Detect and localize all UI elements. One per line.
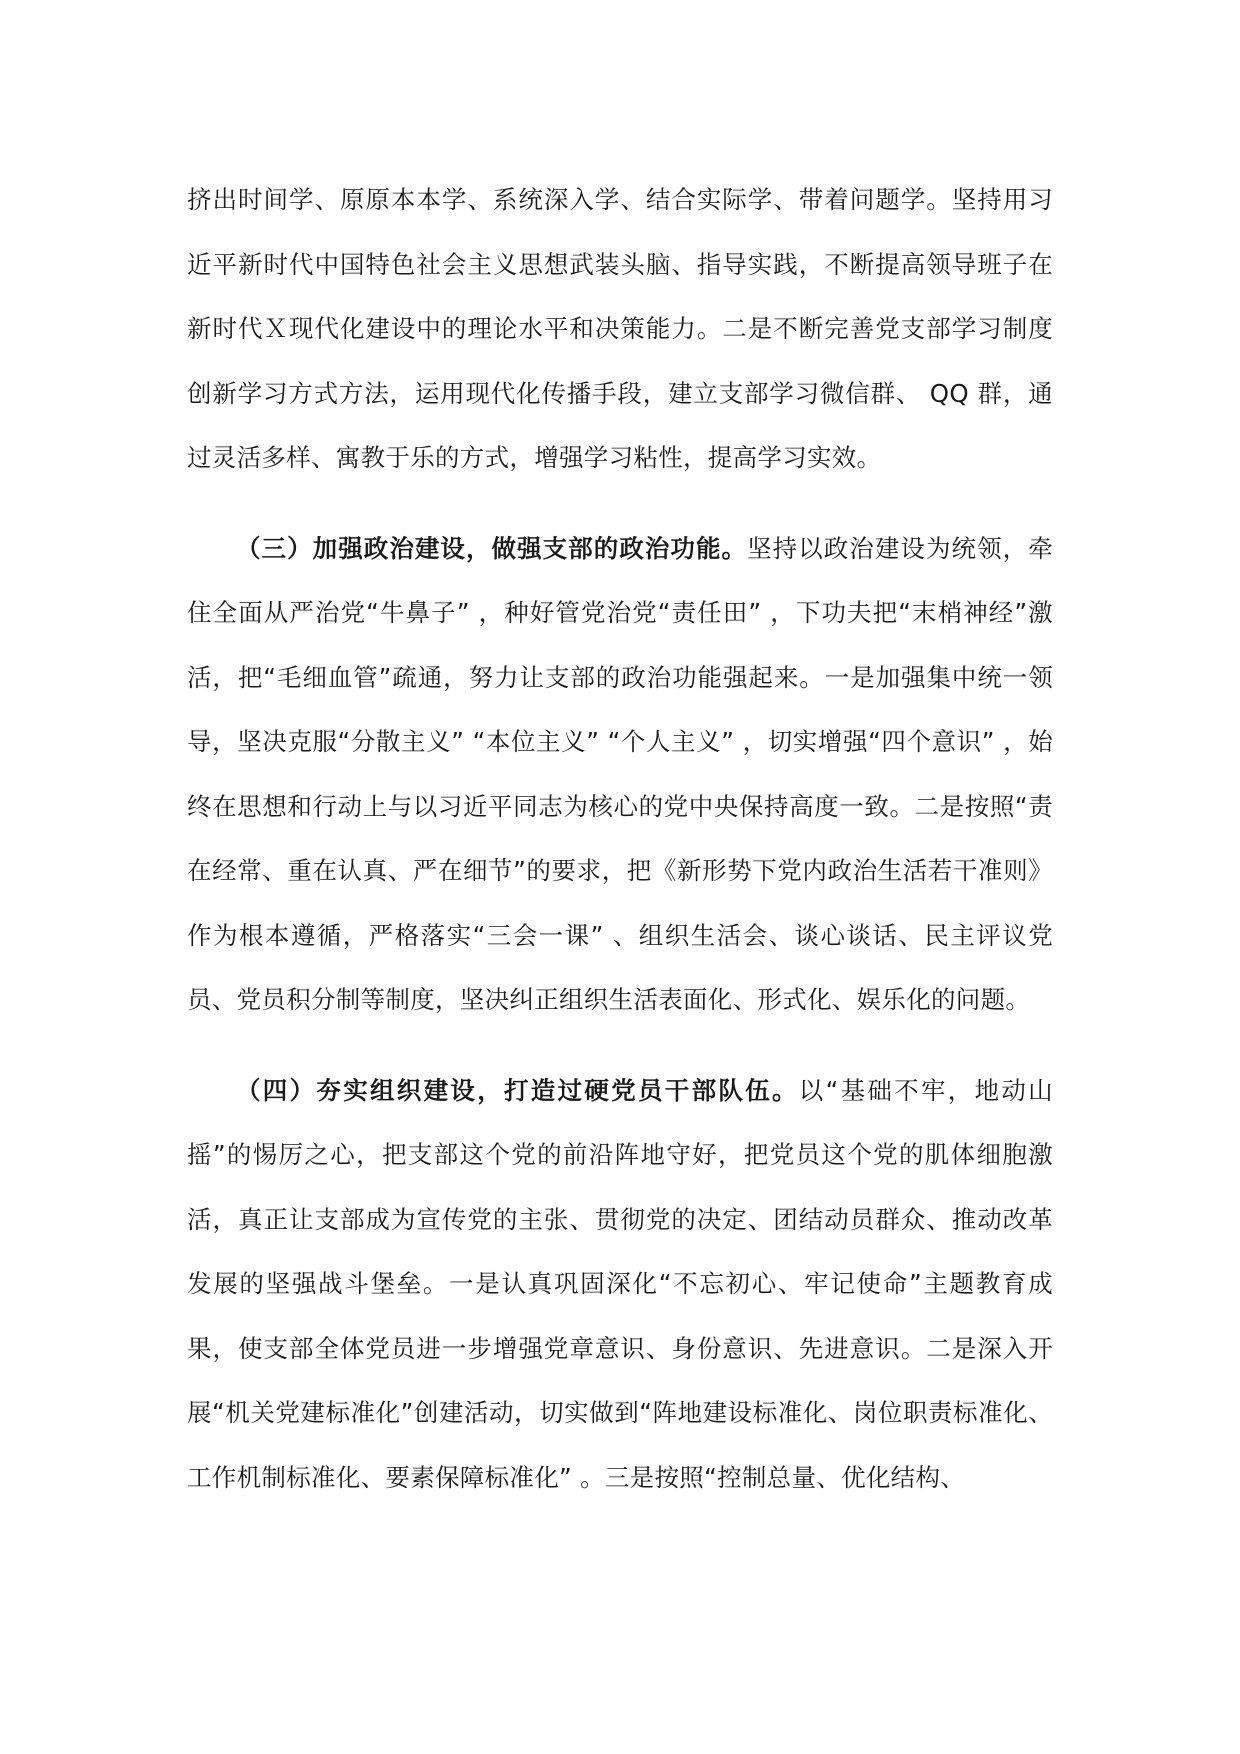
paragraph-political-construction bbox=[187, 517, 1053, 1033]
paragraph-text: 以“基础不牢，地动山摇”的惕厉之心，把支部这个党的前沿阵地守好，把党员这个党的肌体细胞激活，真正让支部成为宣传党的主张、贯彻党的决定、团结动员群众、推动改革发展的坚强战斗堡垒。一是认真巩固深化“不忘初心、牢记使命”主题教育成果，使支部全体党员进一步增强党章意识、身份意识、先进意识。二是深入开展“机关党建标准化”创建活动，切实做到“阵地建设标准化、岗位职责标准化、工作机制标准化、要素保障标准化” 。三是按照“控制总量、优化结构、 bbox=[187, 1075, 1053, 1492]
paragraph-text: 挤出时间学、原原本本学、系统深入学、结合实际学、带着问题学。坚持用习近平新时代中国特色社会主义思想武装头脑、指导实践，不断提高领导班子在新时代Ｘ现代化建设中的理论水平和决策能力。二是不断完善党支部学习制度创新学习方式方法，运用现代化传播手段，建立支部学习微信群、 QQ 群，通过灵活多样、寓教于乐的方式，增强学习粘性，提高学习实效。 bbox=[187, 185, 1053, 472]
paragraph-study-continuation bbox=[187, 168, 1053, 491]
section-heading-three: （三）加强政治建设，做强支部的政治功能。 bbox=[236, 533, 748, 563]
section-heading-four: （四）夯实组织建设，打造过硬党员干部队伍。 bbox=[236, 1075, 799, 1105]
paragraph-organization-construction bbox=[187, 1059, 1053, 1511]
document-body bbox=[187, 168, 1053, 1510]
paragraph-text: 坚持以政治建设为统领，牵住全面从严治党“牛鼻子” ，种好管党治党“责任田” ，下功夫把“末梢神经”激活，把“毛细血管”疏通，努力让支部的政治功能强起来。一是加强集中统一领导，坚决克服“分散主义” “本位主义” “个人主义” ，切实增强“四个意识” ，始终在思想和行动上与以习近平同志为核心的党中央保持高度一致。二是按照“责在经常、重在认真、严在细节”的要求，把《新形势下党内政治生活若干准则》作为根本遵循，严格落实“三会一课” 、组织生活会、谈心谈话、民主评议党员、党员积分制等制度，坚决纠正组织生活表面化、形式化、娱乐化的问题。 bbox=[187, 533, 1053, 1014]
